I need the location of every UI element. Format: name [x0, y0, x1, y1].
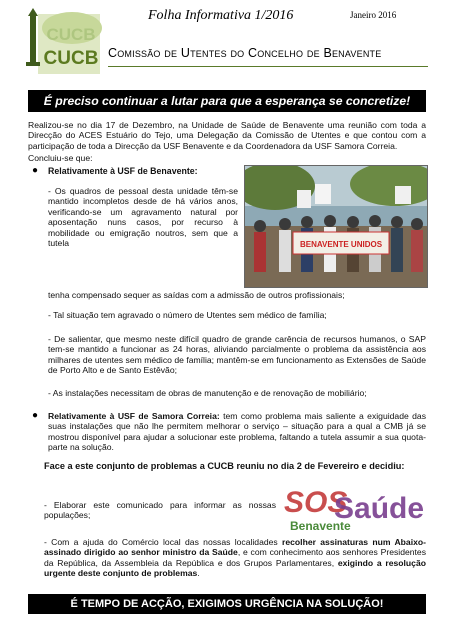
sos-text: SOS — [284, 486, 348, 519]
issue-title: Folha Informativa 1/2016 — [148, 8, 294, 23]
bullet-icon: ● — [32, 410, 39, 421]
intro-paragraph: Realizou-se no dia 17 de Dezembro, na Unidade de Saúde de Benavente uma reunião com toda a Direcção do ACES Estuário do Tejo, uma Delegação da Comissão de Utentes e que contou com a participação de toda a Direcção da USF Benavente e da Coordenadora da USF Samora Correia. — [28, 120, 426, 151]
cucb-logo — [24, 6, 104, 78]
decision1: - Elaborar este comunicado para informar as nossas populações; — [44, 500, 276, 521]
decision2-end: . — [197, 568, 200, 579]
section1-para1: - Os quadros de pessoal desta unidade têm-se mantido incompletos desde de há vários anos, verificando-se um agravamento natural por aposentação nuns casos, por recurso à mobilidade ou emigração noutros, sem que a tutela — [48, 186, 238, 249]
decision2-part1: - Com a ajuda do Comércio local das nossas localidades — [44, 537, 283, 547]
concluded-label: Concluiu-se que: — [28, 153, 93, 163]
section1-heading: Relativamente à USF de Benavente: — [48, 166, 198, 176]
issue-date: Janeiro 2016 — [350, 10, 397, 20]
sos-saude-logo — [282, 480, 426, 532]
meeting-heading: Face a este conjunto de problemas a CUCB reuniu no dia 2 de Fevereiro e decidiu: — [44, 461, 405, 471]
title-banner: É preciso continuar a lutar para que a esperança se concretize! — [28, 90, 426, 112]
section2-paragraph — [48, 411, 426, 453]
decision2-bold2: exigindo a resolução urgente deste conjunto de problemas — [44, 557, 426, 579]
section1-para3: - De salientar, que mesmo neste difícil quadro de grande carência de recursos humanos, o SAP tem-se mantido a funcionar as 24 horas, aliviando parcialmente o problema da assistência aos milhares de utentes sem médico de família; mantêm-se em funcionamento as Extensões de Saúde de Porto Alto e de Santo Estêvão; — [48, 334, 426, 376]
section2-heading: Relativamente à USF de Samora Correia: — [48, 411, 220, 421]
saude-text: Saúde — [334, 492, 425, 525]
photo-banner-text: BENAVENTE UNIDOS — [299, 240, 383, 249]
bullet-icon: ● — [32, 165, 39, 176]
logo-text: CUCB — [43, 48, 99, 69]
decision2-bold1: recolher assinaturas num Abaixo-assinado dirigido ao senhor ministro da Saúde — [44, 537, 426, 558]
benavente-text: Benavente — [290, 519, 351, 532]
logo-text-shadow: CUCB — [46, 25, 96, 44]
section2-body: tem como problema mais saliente a exiguidade das suas instalações que não lhe permitem melhorar o serviço – situação para a qual a CMB já se mostrou disponível para ajudar a solucionar este problema, faltando a tutela assumir a sua quota-parte na solução. — [48, 411, 426, 453]
commission-name: Comissão de Utentes do Concelho de Benavente — [108, 46, 382, 60]
section1-para2: - Tal situação tem agravado o número de Utentes sem médico de família; — [48, 310, 327, 320]
lighthouse-icon — [26, 8, 40, 66]
header-divider — [108, 66, 428, 67]
section1-para1-end: tenha compensado sequer as saídas com a admissão de outros profissionais; — [48, 290, 345, 300]
decision2 — [44, 537, 426, 579]
protest-photo — [244, 165, 428, 288]
decision2-part2: , e com conhecimento aos senhores Presidentes da República, da Assembleia da República e dos Grupos Parlamentares, — [44, 547, 426, 568]
footer-banner: É TEMPO DE ACÇÃO, EXIGIMOS URGÊNCIA NA SOLUÇÃO! — [28, 594, 426, 614]
section1-para4: - As instalações necessitam de obras de manutenção e de renovação de mobiliário; — [48, 388, 367, 398]
